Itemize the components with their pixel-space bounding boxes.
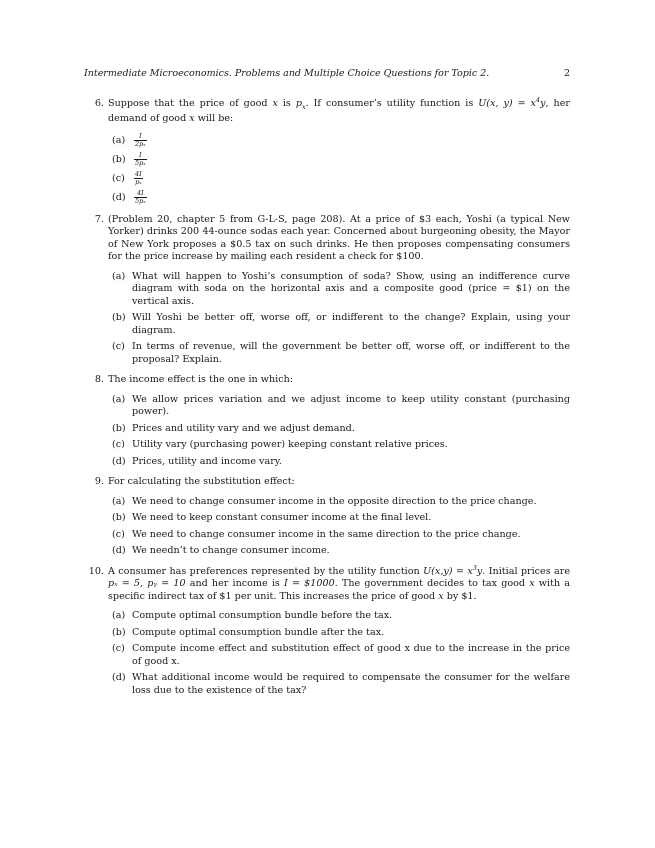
option-c: (c) Utility vary (purchasing power) keeping constant relative prices. <box>112 439 448 451</box>
options <box>108 496 570 558</box>
option-d: (d) $\frac{4I}{\text{5pₓ}}$ <box>112 188 146 205</box>
option-a: (a) We need to change consumer income in the opposite direction to the price change. <box>112 495 537 507</box>
question-text: For calculating the substitution effect: <box>108 476 295 488</box>
option-c: (c) In terms of revenue, will the government be better off, worse off, or indifferent to the proposal? Explain. <box>112 341 570 365</box>
question-number: 10. <box>88 565 104 577</box>
option-a: (a) $\frac{I}{\text{2pₓ}}$ <box>112 131 146 148</box>
header-title: Intermediate Microeconomics. Problems and Multiple Choice Questions for Topic 2. <box>84 68 490 79</box>
fraction: $\frac{I}{\text{5pₓ}}$ <box>135 150 146 167</box>
question-number: 9. <box>94 476 104 488</box>
option-a: (a) What will happen to Yoshi’s consumption of soda? Show, using an indifference curve diagram with soda on the horizontal axis and a composite good (price = $1) on the vertical axis. <box>112 270 570 307</box>
question-text: A consumer has preferences represented by the utility function $U(x,y) = x^3y$. Initial prices are pₓ = 5, pᵧ = 10 and her income is I = $1000. The government decides to tax good x with a specific indirect tax of $1 per unit. This increases the price of good x by $1. <box>108 563 571 602</box>
question-number: 6. <box>94 98 104 109</box>
fraction: $\frac{4I}{\text{5pₓ}}$ <box>135 188 146 205</box>
option-d: (d) Prices, utility and income vary. <box>112 455 282 467</box>
option-b: (b) Will Yoshi be better off, worse off, or indifferent to the change? Explain, using your diagram. <box>112 312 570 336</box>
question-10 <box>88 563 571 698</box>
question-7 <box>92 214 570 367</box>
option-d: (d) What additional income would be required to compensate the consumer for the welfare loss due to the existence of the tax? <box>112 672 570 696</box>
question-text: Suppose that the price of good x is $p_x$. If consumer’s utility function is U(x, $y) = x^4y$, her demand of good x will be: <box>108 95 570 125</box>
option-b: (b) Compute optimal consumption bundle after the tax. <box>112 626 385 638</box>
problem-list <box>88 95 571 705</box>
page-header <box>84 68 570 79</box>
question-number: 8. <box>94 374 104 386</box>
option-c: (c) We need to change consumer income in the same direction to the price change. <box>112 528 521 540</box>
option-b: (b) Prices and utility vary and we adjust demand. <box>112 422 355 434</box>
fraction: $\frac{4I}{\text{pₓ}}$ <box>135 169 142 186</box>
options <box>108 271 570 367</box>
fraction: $\frac{I}{\text{2pₓ}}$ <box>135 131 146 148</box>
option-c: (c) $\frac{4I}{\text{pₓ}}$ <box>112 169 142 186</box>
question-number: 7. <box>94 213 104 225</box>
option-b: (b) We need to keep constant consumer income at the final level. <box>112 512 432 524</box>
question-9 <box>92 476 570 558</box>
page-number: 2 <box>563 68 570 79</box>
option-b: (b) $\frac{I}{\text{5pₓ}}$ <box>112 150 146 167</box>
question-8 <box>92 374 570 468</box>
option-c: (c) Compute income effect and substitution effect of good x due to the increase in the price of good x. <box>112 643 570 667</box>
options <box>108 394 570 469</box>
question-text: (Problem 20, chapter 5 from G-L-S, page 208). At a price of $3 each, Yoshi (a typical New Yorker) drinks 200 44-ounce sodas each year. Concerned about burgeoning obesity, the Mayor of New York proposes a $0.5 tax on such drinks. He then proposes compensating consumers for the price increase by mailing each resident a check for $100. <box>108 213 570 263</box>
option-d: (d) We needn’t to change consumer income. <box>112 545 330 557</box>
options <box>108 610 570 697</box>
question-text: The income effect is the one in which: <box>108 374 293 386</box>
option-a: (a) Compute optimal consumption bundle before the tax. <box>112 610 393 622</box>
question-6 <box>92 95 570 206</box>
option-a: (a) We allow prices variation and we adjust income to keep utility constant (purchasing power). <box>112 393 570 418</box>
options <box>108 133 570 206</box>
